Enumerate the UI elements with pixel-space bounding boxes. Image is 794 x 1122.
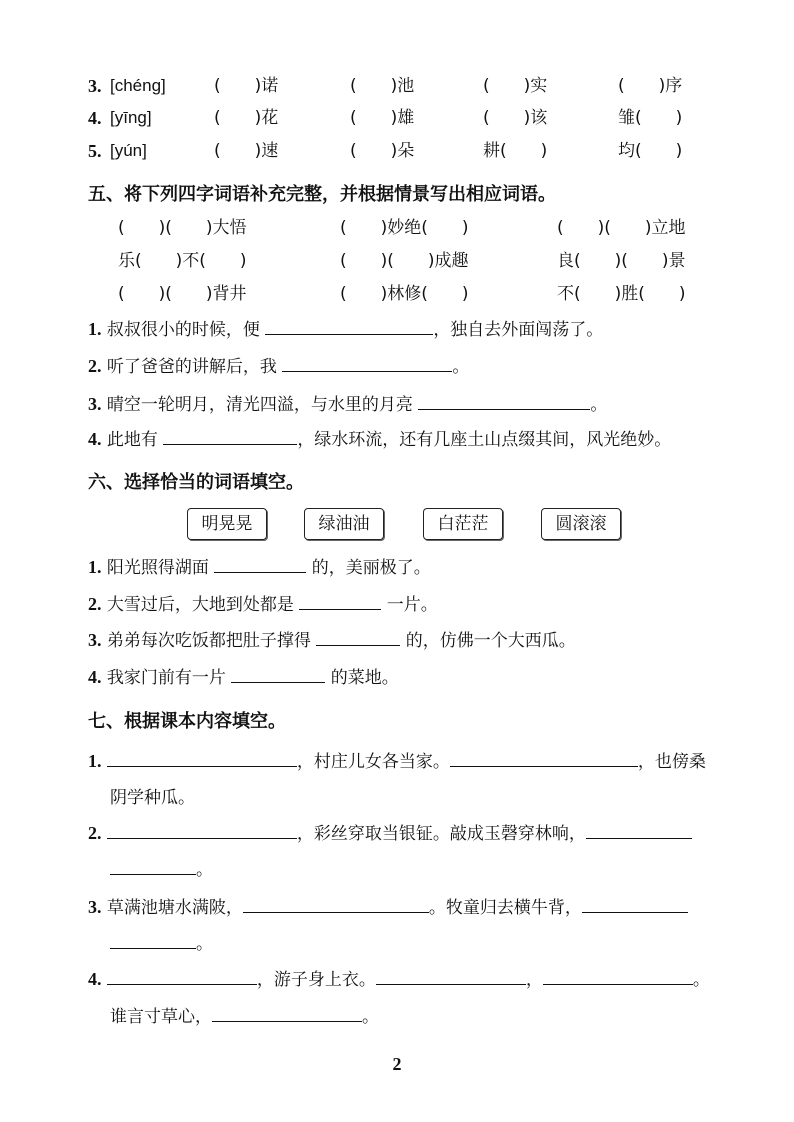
answer-blank[interactable] [418,393,590,410]
question-text: 。 [590,395,608,415]
answer-blank[interactable] [214,556,306,573]
question-text: 一片。 [386,595,438,615]
question-number: 1. [88,751,102,771]
fill-item[interactable]: 雏( ) [618,108,683,128]
question-text: 的，仿佛一个大西瓜。 [405,631,576,651]
question-text: 我家门前有一片 [106,668,226,688]
question-text: 。 [196,860,213,880]
question-text: 晴空一轮明月，清光四溢，与水里的月亮 [106,395,413,415]
question-text: ，绿水环流，还有几座土山点缀其间，风光绝妙。 [297,430,672,450]
idiom-item[interactable]: 良( )( )景 [557,251,686,271]
question-text: 。 [452,357,470,377]
answer-blank[interactable] [212,1005,362,1022]
answer-blank[interactable] [107,822,297,839]
answer-blank[interactable] [110,932,196,949]
fill-item[interactable]: ( )池 [350,76,415,96]
answer-blank[interactable] [582,896,688,913]
s5-question-2 [88,355,469,378]
answer-blank[interactable] [450,750,638,767]
word-option-box: 绿油油 [304,508,384,540]
question-text: ，村庄儿女各当家。 [296,752,450,772]
s7-question-4-cont [110,1005,379,1028]
answer-blank[interactable] [231,666,325,683]
question-number: 3. [88,630,102,650]
s5-question-3 [88,393,607,416]
pinyin-label: [chéng] [110,76,166,95]
fill-item[interactable]: ( )序 [618,76,683,96]
s7-question-3 [88,896,688,919]
section-6-heading: 六、选择恰当的词语填空。 [88,472,304,493]
word-option-box: 明晃晃 [187,508,267,540]
question-text: 大雪过后，大地到处都是 [106,595,294,615]
question-number: 2. [88,356,102,376]
s7-question-3-cont [110,932,213,955]
question-number: 2. [88,823,102,843]
idiom-item[interactable]: ( )( )背井 [118,284,247,304]
s5-question-4 [88,428,671,451]
question-text: 谁言寸草心， [110,1007,212,1027]
fill-item[interactable]: 均( ) [618,141,683,161]
idiom-item[interactable]: ( )林修( ) [340,284,469,304]
fill-item[interactable]: ( )诺 [214,76,279,96]
s7-question-2-cont [110,858,213,881]
word-option-box: 圆滚滚 [541,508,621,540]
question-number: 4. [88,667,102,687]
question-text: ， [525,970,543,990]
idiom-item[interactable]: ( )( )成趣 [340,251,469,271]
answer-blank[interactable] [299,593,381,610]
question-number: 1. [88,557,102,577]
idiom-item[interactable]: ( )( )立地 [557,218,686,238]
idiom-item[interactable]: ( )( )大悟 [118,218,247,238]
answer-blank[interactable] [243,896,429,913]
question-text: ，彩丝穿取当银钲。敲成玉磬穿林响， [296,824,586,844]
question-text: 的，美丽极了。 [311,558,431,578]
s7-question-1 [88,750,706,773]
fill-item[interactable]: ( )实 [483,76,548,96]
answer-blank[interactable] [110,858,196,875]
answer-blank[interactable] [543,968,693,985]
question-text: ，独自去外面闯荡了。 [433,320,604,340]
fill-item[interactable]: ( )该 [483,108,548,128]
s6-question-1 [88,556,431,579]
answer-blank[interactable] [376,968,526,985]
section-5-heading: 五、将下列四字词语补充完整，并根据情景写出相应词语。 [88,184,556,205]
s7-question-2 [88,822,692,845]
question-number: 3. [88,394,102,414]
question-number: 3. [88,897,102,917]
question-text: 此地有 [106,430,158,450]
s7-question-4 [88,968,710,991]
s5-question-1 [88,318,603,341]
s6-question-4 [88,666,399,689]
question-text: 。 [692,970,710,990]
answer-blank[interactable] [316,629,400,646]
fill-item[interactable]: 耕( ) [483,141,548,161]
s7-question-1-cont: 阴学种瓜。 [110,788,195,808]
question-text: 阳光照得湖面 [106,558,209,578]
question-text: 。 [196,934,213,954]
question-text: 听了爸爸的讲解后，我 [106,357,277,377]
answer-blank[interactable] [282,355,452,372]
question-text: 草满池塘水满陂， [106,898,243,918]
answer-blank[interactable] [265,318,433,335]
question-number: 4. [88,108,102,128]
pinyin-label: [yún] [110,141,147,160]
idiom-item[interactable]: 不( )胜( ) [557,284,686,304]
answer-blank[interactable] [107,968,257,985]
idiom-item[interactable]: 乐( )不( ) [118,251,247,271]
question-text: ，也傍桑 [637,752,706,772]
question-number: 3. [88,76,102,96]
fill-item[interactable]: ( )朵 [350,141,415,161]
idiom-item[interactable]: ( )妙绝( ) [340,218,469,238]
section-7-heading: 七、根据课本内容填空。 [88,711,286,732]
question-number: 1. [88,319,102,339]
answer-blank[interactable] [107,750,297,767]
fill-item[interactable]: ( )速 [214,141,279,161]
s6-question-2 [88,593,438,616]
s6-question-3 [88,629,576,652]
fill-item[interactable]: ( )雄 [350,108,415,128]
question-text: 。 [362,1007,379,1027]
question-text: 弟弟每次吃饭都把肚子撑得 [106,631,311,651]
question-number: 5. [88,141,102,161]
answer-blank[interactable] [163,428,297,445]
question-text: ，游子身上衣。 [256,970,376,990]
question-number: 4. [88,969,102,989]
question-text: 的菜地。 [330,668,399,688]
question-text: 叔叔很小的时候，便 [106,320,260,340]
fill-item[interactable]: ( )花 [214,108,279,128]
question-text: 。牧童归去横牛背， [428,898,582,918]
page-number: 2 [392,1054,402,1074]
question-number: 4. [88,429,102,449]
pinyin-label: [yīng] [110,108,152,127]
word-option-box: 白茫茫 [423,508,503,540]
question-number: 2. [88,594,102,614]
answer-blank[interactable] [586,822,692,839]
